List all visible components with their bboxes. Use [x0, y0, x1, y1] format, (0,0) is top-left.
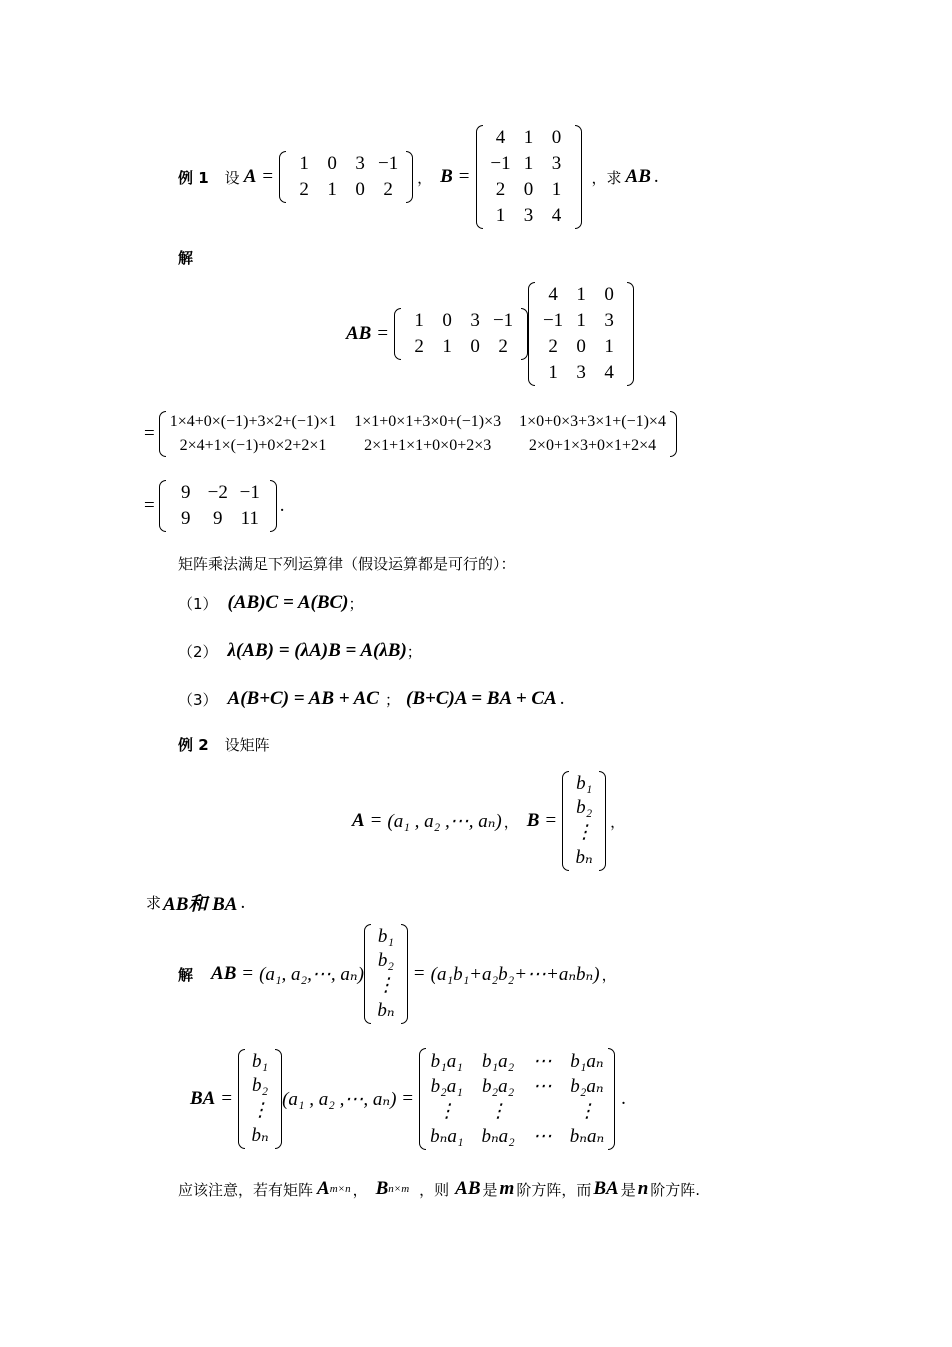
solution-2-BA-column [238, 1049, 282, 1149]
solution-1-product: AB = 1 0 3 −1 2 1 0 2 4 1 0 −1 1 3 2 0 1 1 3 4 [346, 280, 634, 388]
solution-2-label: 解 [178, 965, 194, 984]
note-AB: AB [455, 1178, 481, 1199]
example-2-ask-prefix: 求 [146, 894, 162, 912]
law-3-number: （3） [178, 690, 218, 709]
example-2-ask-body: AB和 BA [163, 894, 238, 915]
matrix-entry: 1×4+0×(−1)+3×2+(−1)×1 [169, 413, 337, 430]
matrix-A-name: A [243, 166, 257, 187]
matrix-entry: bₙ [377, 1000, 395, 1021]
matrix-entry: ⋮ [376, 975, 396, 996]
matrix-entry: −1 [492, 310, 514, 331]
matrix-entry: 0 [551, 127, 562, 148]
solution-2-BA-lhs: BA [190, 1088, 216, 1109]
matrix-entry: bₙa₁ [430, 1126, 464, 1147]
matrix-entry: b₁ [252, 1051, 269, 1072]
matrix-entry: b₂a₂ [481, 1075, 515, 1097]
solution-1-result: = 9 −2 −1 9 9 11 . [144, 478, 284, 534]
matrix-entry: ⋮ [437, 1101, 457, 1122]
matrix-B-name: B [440, 166, 453, 187]
example-2-ask [146, 889, 245, 916]
law-1 [178, 592, 364, 614]
matrix-entry: ⋯ [532, 1051, 552, 1072]
law-3-formula: A(B+C) = AB + AC [227, 688, 379, 709]
matrix-entry: 3 [604, 310, 614, 331]
matrix-entry: 1 [576, 284, 586, 305]
matrix-entry: 3 [551, 153, 562, 174]
matrix-entry: 2 [548, 336, 558, 357]
example-2-ask-suffix: . [240, 891, 246, 913]
matrix-entry: 1 [548, 362, 558, 383]
matrix-entry: 4 [548, 284, 558, 305]
law-3-tail: . [559, 688, 565, 709]
note-text-6: 阶方阵. [650, 1180, 701, 1199]
matrix-entry: 1 [327, 179, 337, 200]
matrix-entry: 9 [180, 482, 191, 503]
law-3-mid: ； [384, 690, 400, 709]
matrix-A [279, 151, 413, 203]
example-2-label: 例 2 [178, 736, 209, 754]
matrix-entry: 4 [495, 127, 506, 148]
law-1-tail: ； [348, 594, 364, 613]
result-end: . [279, 495, 285, 516]
matrix-entry: ⋮ [577, 1101, 597, 1122]
matrix-entry: 1 [299, 153, 309, 174]
matrix-entry: 3 [576, 362, 586, 383]
matrix-entry: b₁aₙ [570, 1051, 604, 1072]
matrix-entry: 1 [523, 127, 534, 148]
expanded-matrix [159, 411, 677, 457]
matrix-entry: ⋮ [250, 1100, 270, 1121]
matrix-entry: ⋯ [532, 1126, 552, 1147]
matrix-entry: −1 [490, 153, 511, 174]
matrix-entry: 1 [442, 336, 452, 357]
note-m: m [499, 1178, 515, 1199]
vector-A-name: A [352, 810, 365, 831]
example-1-ask-prefix: ，求 [591, 168, 622, 187]
matrix-entry: bₙ [575, 847, 593, 868]
note-BA: BA [593, 1178, 619, 1199]
matrix-entry: 2×0+1×3+0×1+2×4 [528, 437, 657, 454]
matrix-entry: 1 [495, 205, 506, 226]
matrix-entry: b₂a₁ [430, 1075, 463, 1097]
matrix-entry: 0 [470, 336, 480, 357]
solution-2-BA: BA = b₁ b₂ ⋮ bₙ (a₁ , a₂ ,⋯, aₙ) = b₁a₁ b₁a₂ ⋯ b₁aₙ b₂a₁ b₂a₂ ⋯ b₂aₙ ⋮ ⋮ ⋮ bₙa₁ bₙa₂ ⋯ bₙaₙ . [190, 1043, 626, 1155]
matrix-entry: b₁ [576, 773, 593, 794]
note-separator: ， [352, 1180, 368, 1199]
note-n: n [637, 1178, 649, 1199]
matrix-entry: b₂ [576, 797, 593, 818]
example-2-text: 设矩阵 [224, 736, 270, 754]
matrix-entry: 11 [240, 508, 259, 529]
matrix-entry: ⋮ [488, 1101, 508, 1122]
law-2-number: （2） [178, 642, 218, 661]
matrix-entry: 1×1+0×1+3×0+(−1)×3 [354, 413, 502, 430]
matrix-entry: −2 [207, 482, 228, 503]
solution-2-BA-matrix [419, 1048, 615, 1150]
solution-2-AB-result: (a₁b₁+a₂b₂+⋯+aₙbₙ) [430, 963, 600, 985]
note-text-2: ，则 [419, 1180, 450, 1199]
matrix-entry: −1 [239, 482, 260, 503]
example-2-tail: ， [610, 812, 626, 831]
laws-intro: 矩阵乘法满足下列运算律（假设运算都是可行的）： [178, 555, 516, 573]
matrix-entry: 0 [523, 179, 534, 200]
example-1-ask-var: AB [625, 166, 651, 187]
solution-1-expanded: = 1×4+0×(−1)+3×2+(−1)×1 1×1+0×1+3×0+(−1)×3 1×0+0×3+3×1+(−1)×4 2×4+1×(−1)+0×2+2×1 2×1+1×1+0×0+2×3 2×0+1×3+0×1+2×4 [144, 405, 677, 463]
matrix-entry: 1 [551, 179, 562, 200]
matrix-entry: 0 [355, 179, 365, 200]
law-1-formula: (AB)C = A(BC) [227, 592, 349, 613]
example-1-separator: ， [417, 168, 433, 187]
note-text-4: 阶方阵，而 [516, 1180, 592, 1199]
matrix-entry: 9 [212, 508, 223, 529]
note-text-1: 应该注意，若有矩阵 [178, 1180, 314, 1199]
matrix-entry: −1 [377, 153, 399, 174]
example-2-def: A = (a₁ , a₂ ,⋯, aₙ) ， B = b₁ b₂ ⋮ bₙ ， [352, 765, 625, 877]
matrix-entry: bₙaₙ [569, 1126, 605, 1147]
matrix-entry: 3 [470, 310, 480, 331]
matrix-entry: 2 [414, 336, 424, 357]
law-2-formula: λ(AB) = (λA)B = A(λB) [227, 640, 407, 661]
solution-2-AB: 解 AB = (a₁, a₂,⋯, aₙ) b₁ b₂ ⋮ bₙ = (a₁b₁+a₂b₂+⋯+aₙbₙ) ， [178, 918, 617, 1030]
matrix-entry: 3 [523, 205, 534, 226]
matrix-entry: b₂ [252, 1075, 269, 1096]
solution-2-column-vector [364, 924, 408, 1024]
note-B-subscript: n×m [388, 1183, 410, 1195]
vector-B-column [562, 771, 606, 871]
law-2-tail: ； [406, 642, 422, 661]
matrix-entry: 2 [498, 336, 508, 357]
note-matrix-A: A [317, 1178, 330, 1199]
matrix-entry: 0 [576, 336, 586, 357]
vector-A-value: (a₁ , a₂ ,⋯, aₙ) [387, 810, 502, 832]
matrix-B [476, 125, 582, 229]
law-3 [178, 688, 565, 710]
matrix-entry: bₙ [251, 1125, 269, 1146]
matrix-entry: b₁a₂ [481, 1050, 515, 1072]
matrix-entry: 2 [299, 179, 309, 200]
example-1-ask-suffix: . [653, 166, 659, 187]
note-text-3: 是 [482, 1180, 498, 1199]
matrix-entry: 4 [551, 205, 562, 226]
product-right-matrix [528, 282, 634, 386]
product-AB-lhs: AB [346, 323, 372, 344]
matrix-entry: bₙa₂ [481, 1126, 515, 1147]
matrix-entry: 3 [355, 153, 365, 174]
matrix-entry: 9 [180, 508, 191, 529]
closing-note [178, 1178, 700, 1200]
product-left-matrix [394, 308, 528, 360]
note-A-subscript: m×n [329, 1183, 351, 1195]
example-1-lead: 设 [224, 168, 240, 187]
solution-2-BA-tail: . [621, 1088, 626, 1109]
solution-1-label: 解 [178, 249, 194, 267]
matrix-entry: 2 [495, 179, 506, 200]
solution-2-AB-tail: ， [601, 965, 617, 984]
law-1-number: （1） [178, 594, 218, 613]
example-1-label: 例 1 [178, 168, 209, 187]
solution-2-AB-lhs: AB [211, 963, 237, 984]
example-2-separator: ， [503, 812, 519, 831]
matrix-entry: 1 [523, 153, 534, 174]
matrix-entry: 1 [604, 336, 614, 357]
vector-B-name: B [526, 810, 540, 831]
matrix-entry: b₁ [377, 926, 394, 947]
matrix-entry: ⋮ [574, 822, 594, 843]
matrix-entry: 2×1+1×1+0×0+2×3 [364, 437, 492, 454]
solution-2-row-vector: (a₁, a₂,⋯, aₙ) [259, 963, 364, 985]
matrix-entry: 0 [442, 310, 452, 331]
result-matrix [159, 480, 277, 532]
law-3-formula-2: (B+C)A = BA + CA [406, 688, 557, 709]
matrix-entry: 4 [604, 362, 614, 383]
example-1: 例 1 设 A = 1 0 3 −1 2 1 0 2 ， B = 4 1 0 −1 1 3 2 0 1 1 3 4 ，求 AB . [178, 122, 659, 232]
solution-2-BA-row: (a₁ , a₂ ,⋯, aₙ) [282, 1088, 397, 1110]
example-2-heading [178, 734, 270, 755]
matrix-entry: b₂aₙ [570, 1076, 604, 1097]
matrix-entry: b₂ [377, 950, 394, 971]
matrix-entry: 0 [327, 153, 337, 174]
matrix-entry: ⋯ [532, 1076, 552, 1097]
matrix-entry: 1 [414, 310, 424, 331]
note-matrix-B: B [375, 1178, 389, 1199]
matrix-entry: −1 [542, 310, 564, 331]
matrix-entry: 2 [383, 179, 393, 200]
matrix-entry: b₁a₁ [430, 1050, 463, 1072]
matrix-entry: 1 [576, 310, 586, 331]
law-2 [178, 640, 422, 662]
matrix-entry: 2×4+1×(−1)+0×2+2×1 [179, 437, 327, 454]
matrix-entry: 1×0+0×3+3×1+(−1)×4 [519, 413, 666, 430]
matrix-entry: 0 [604, 284, 614, 305]
note-text-5: 是 [620, 1180, 636, 1199]
